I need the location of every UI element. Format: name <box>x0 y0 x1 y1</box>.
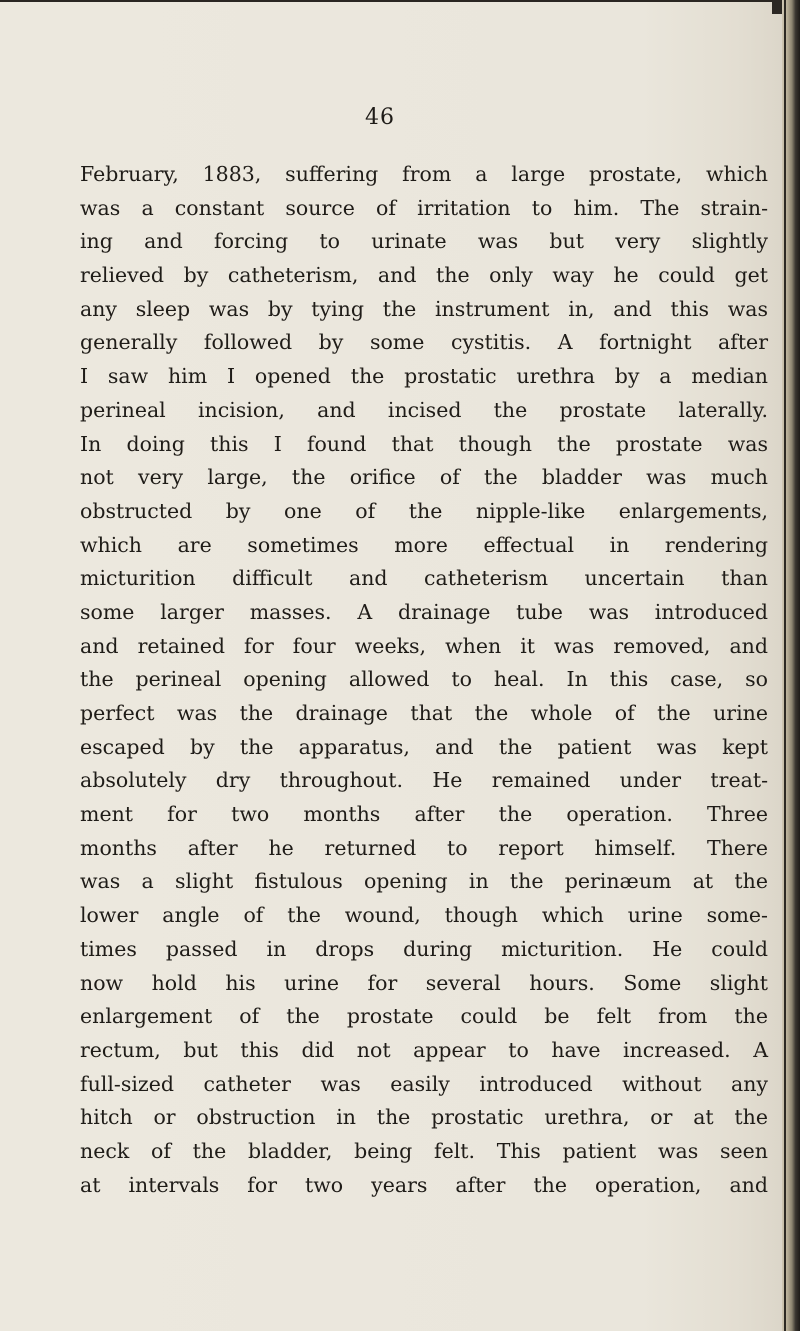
text-line: perfect was the drainage that the whole of the urine <box>80 701 768 725</box>
top-edge-rule <box>0 0 790 2</box>
text-line: at intervals for two years after the operation, and <box>80 1172 768 1197</box>
text-line: micturition difficult and catheterism uncertain than <box>80 566 768 591</box>
text-line: was a slight fistulous opening in the perinæum at the <box>80 869 768 894</box>
text-line: absolutely dry throughout. He remained under treat- <box>80 768 768 793</box>
text-line: times passed in drops during micturition. He could <box>80 936 768 961</box>
text-line: not very large, the orifice of the bladder was much <box>80 465 768 490</box>
text-line: ment for two months after the operation. Three <box>80 802 768 827</box>
text-line: now hold his urine for several hours. Some slight <box>80 970 768 995</box>
text-line: neck of the bladder, being felt. This patient was seen <box>80 1138 768 1163</box>
text-line: ing and forcing to urinate was but very slightly <box>80 229 768 254</box>
text-line: In doing this I found that though the prostate was <box>80 431 768 456</box>
text-line: generally followed by some cystitis. A fortnight after <box>80 330 768 355</box>
text-line: lower angle of the wound, though which urine some- <box>80 903 768 928</box>
text-line: the perineal opening allowed to heal. In this case, so <box>80 667 768 692</box>
text-line: and retained for four weeks, when it was removed, and <box>80 633 768 658</box>
text-line: February, 1883, suffering from a large prostate, which <box>80 162 768 186</box>
text-line: some larger masses. A drainage tube was introduced <box>80 599 768 624</box>
text-line: hitch or obstruction in the prostatic urethra, or at the <box>80 1105 768 1130</box>
text-line: perineal incision, and incised the prostate laterally. <box>80 397 768 422</box>
text-line: rectum, but this did not appear to have increased. A <box>80 1037 768 1062</box>
text-line: full-sized catheter was easily introduced without any <box>80 1071 768 1096</box>
text-line: which are sometimes more effectual in rendering <box>80 532 768 557</box>
text-line: relieved by catheterism, and the only way he could get <box>80 263 768 288</box>
text-line: obstructed by one of the nipple-like enlargements, <box>80 498 768 523</box>
text-line: months after he returned to report himself. There <box>80 835 768 860</box>
text-line: I saw him I opened the prostatic urethra by a median <box>80 364 768 389</box>
page-number: 46 <box>365 105 395 130</box>
text-line: any sleep was by tying the instrument in, and this was <box>80 296 768 321</box>
body-text <box>80 158 768 1202</box>
text-line: enlargement of the prostate could be felt from the <box>80 1004 768 1029</box>
binding-line <box>784 0 786 1331</box>
text-line: was a constant source of irritation to him. The strain- <box>80 195 768 220</box>
text-line: escaped by the apparatus, and the patient was kept <box>80 734 768 759</box>
